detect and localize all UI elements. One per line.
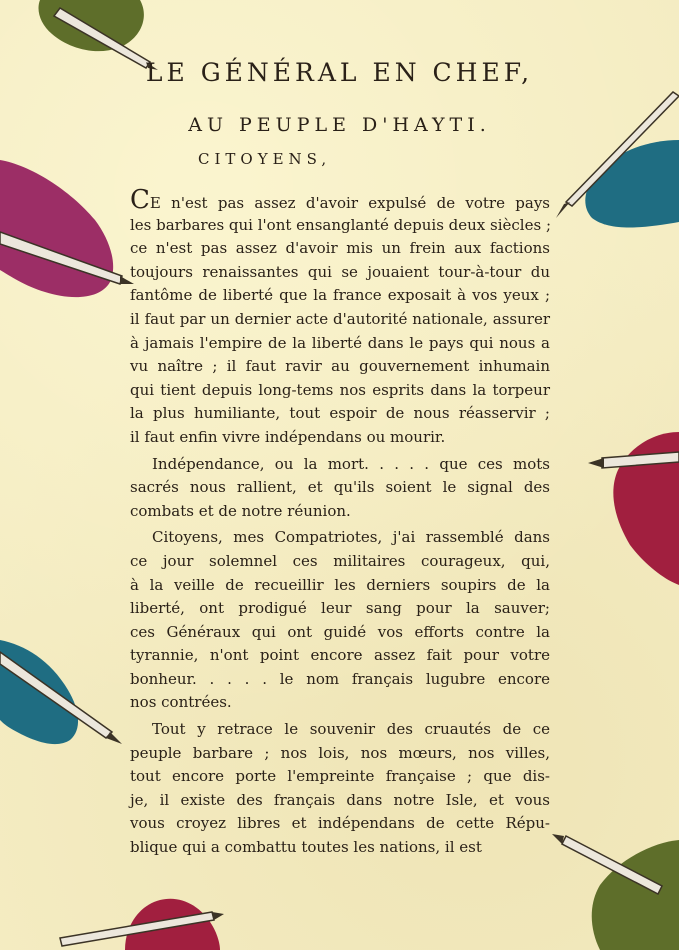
text-line-content: Citoyens, mes Compatriotes, j'ai rassemblé dans [152, 528, 550, 547]
drop-cap: C [130, 185, 150, 215]
teal-hand-right-icon [556, 92, 679, 228]
text-line [130, 453, 550, 477]
text-line [130, 308, 550, 332]
text-line-content: peuple barbare ; nos lois, nos mœurs, nos villes, [130, 743, 550, 762]
text-line [130, 691, 550, 715]
text-line-content: ces Généraux qui ont guidé vos efforts contre la [130, 622, 550, 641]
proclamation-body [130, 185, 552, 860]
text-line-content: il faut enfin vivre indépendans ou mourir. [130, 427, 446, 446]
text-line-content: Indépendance, ou la mort. . . . . que ces mots [152, 454, 550, 473]
text-line-content: combats et de notre réunion. [130, 501, 351, 520]
text-line-content: tyrannie, n'ont point encore assez fait pour votre [130, 646, 550, 665]
text-line [130, 355, 550, 379]
text-line [130, 476, 550, 500]
text-line [130, 261, 550, 285]
text-line-content: à jamais l'empire de la liberté dans le pays qui nous a [130, 333, 550, 352]
text-line [130, 402, 550, 426]
text-line-content: sacrés nous rallient, et qu'ils soient le signal des [130, 478, 550, 497]
text-line [130, 718, 550, 742]
text-line [130, 668, 550, 692]
proclamation-subtitle: AU PEUPLE D'HAYTI. [188, 114, 491, 136]
text-line-content: la plus humiliante, tout espoir de nous réasservir ; [130, 404, 550, 423]
text-line [130, 597, 550, 621]
text-line-content: nos contrées. [130, 693, 232, 712]
text-line-content: E n'est pas assez d'avoir expulsé de votre pays [149, 194, 550, 212]
text-line [130, 644, 550, 668]
text-line [130, 742, 550, 766]
text-line-content: ce jour solemnel ces militaires courageux, qui, [130, 551, 550, 570]
text-line [130, 550, 550, 574]
text-line-content: Tout y retrace le souvenir des cruautés de ce [152, 720, 550, 739]
magenta-hand-left-icon [0, 160, 134, 297]
text-line-content: blique qui a combattu toutes les nations, il est [130, 838, 482, 857]
proclamation-title: LE GÉNÉRAL EN CHEF, [145, 58, 534, 87]
text-line-content: ce n'est pas assez d'avoir mis un frein aux factions [130, 239, 550, 258]
text-line-content: tout encore porte l'empreinte française ; que dis- [130, 767, 550, 786]
text-line-content: je, il existe des français dans notre Isle, et vous [130, 790, 550, 809]
text-line-content: fantôme de liberté que la france exposait à vos yeux ; [130, 286, 550, 305]
text-line-content: toujours renaissantes qui se jouaient tour-à-tour du [130, 262, 550, 281]
text-line [130, 574, 550, 598]
text-line-content: liberté, ont prodigué leur sang pour la sauver; [130, 599, 550, 618]
text-line [130, 621, 550, 645]
salutation: CITOYENS, [198, 150, 332, 168]
text-line-content: qui tient depuis long-tems nos esprits dans la torpeur [130, 380, 550, 399]
text-line [130, 426, 550, 450]
olive-hand-bottom-right-icon [552, 834, 679, 950]
text-line-content: bonheur. . . . . le nom français lugubre encore [130, 669, 550, 688]
text-line [130, 500, 550, 524]
text-line-content: les barbares qui l'ont ensanglanté depuis deux siècles ; [130, 215, 552, 234]
text-line-content: à la veille de recueillir les derniers soupirs de la [130, 575, 550, 594]
text-line [130, 379, 550, 403]
text-line [130, 332, 550, 356]
text-line-content: vu naître ; il faut ravir au gouvernement inhumain [130, 357, 550, 376]
text-line [130, 185, 550, 215]
text-line-content: il faut par un dernier acte d'autorité nationale, assurer [130, 309, 550, 328]
text-line [130, 237, 550, 261]
crimson-hand-bottom-icon [60, 899, 224, 950]
text-line [130, 284, 550, 308]
crimson-hand-right-icon [588, 432, 679, 585]
text-line [130, 526, 550, 550]
text-line [130, 812, 550, 836]
text-line [130, 765, 550, 789]
text-line-content: vous croyez libres et indépendans de cette Répu- [130, 814, 550, 833]
text-line [130, 789, 550, 813]
teal-hand-left-icon [0, 640, 122, 744]
text-line [130, 836, 550, 860]
text-line [130, 214, 550, 238]
